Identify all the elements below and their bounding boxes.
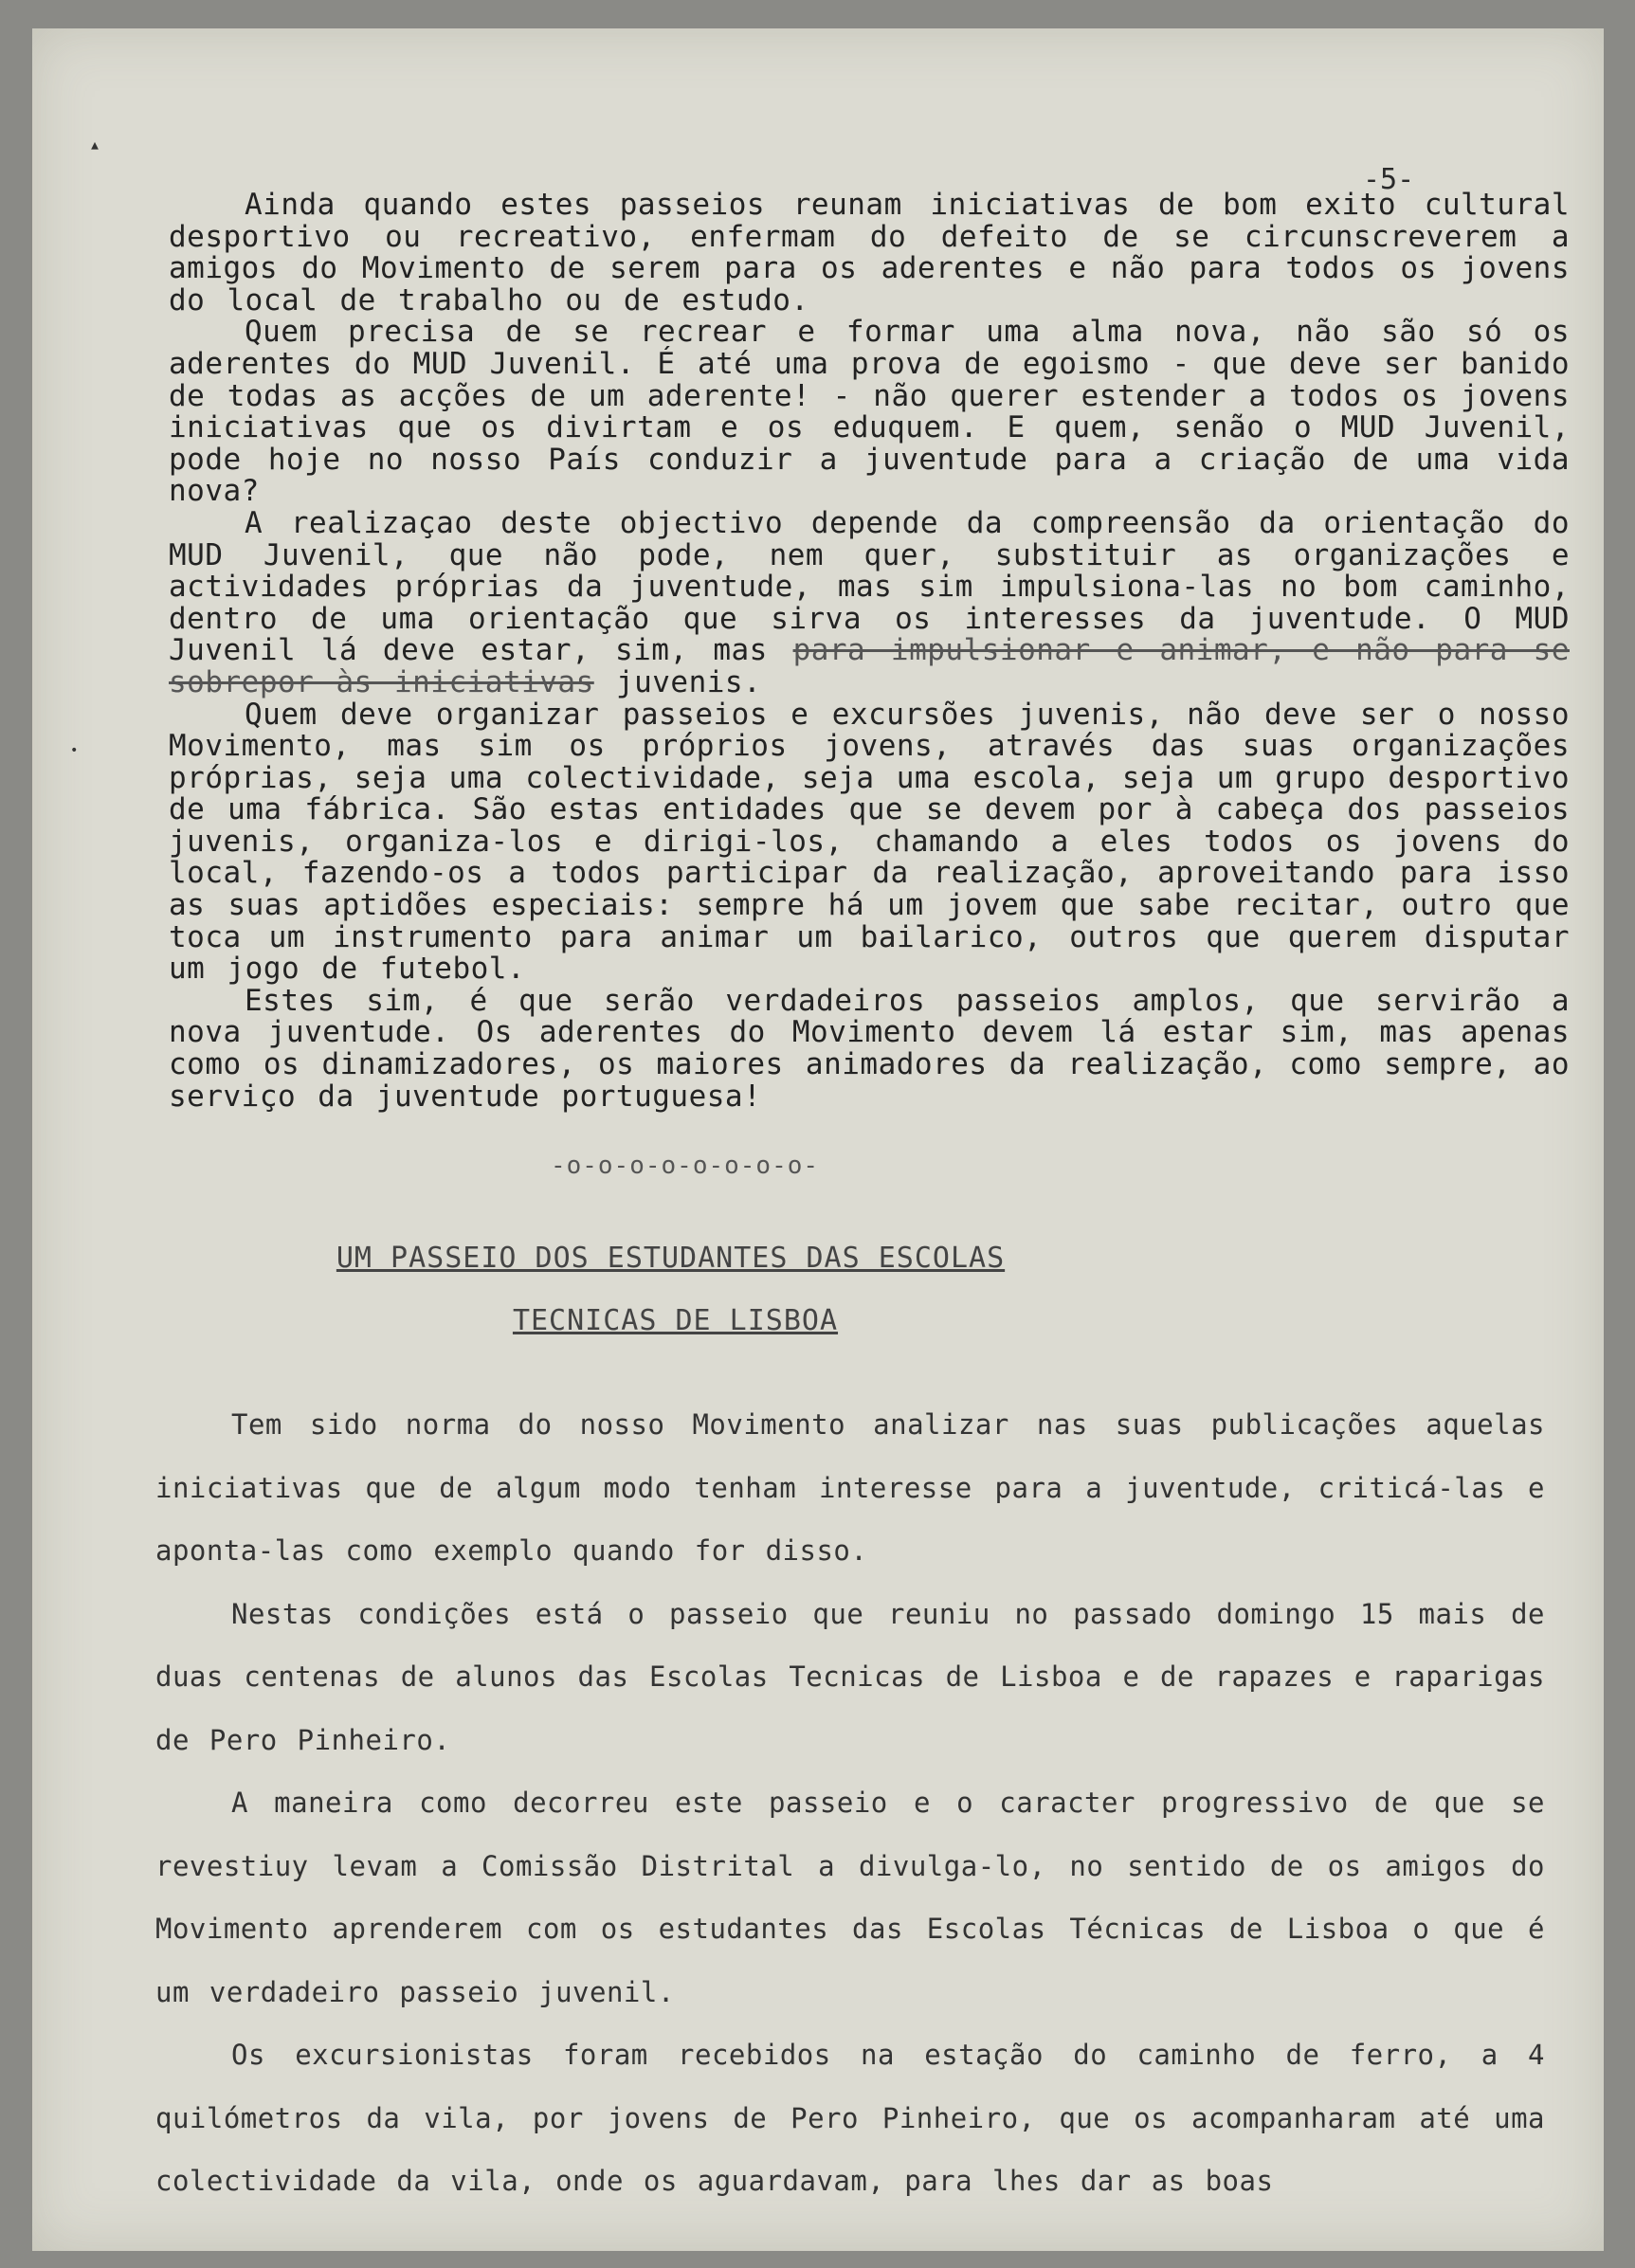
heading-text: TECNICAS DE LISBOA — [512, 1304, 839, 1337]
paragraph-text: A realizaçao deste objectivo depende da compreensão da orientação do MUD Juvenil, que não pode, nem quer, substituir as organizações e actividades próprias da juventude, mas sim impulsiona-las no bom caminho, dentro de uma orientação que sirva os interesses da juventude. O MUD Juvenil lá deve estar, sim, mas — [169, 505, 1570, 668]
section-heading-line-1 — [0, 1242, 1635, 1275]
top-text-block — [169, 190, 1570, 1113]
paragraph: Quem deve organizar passeios e excursões juvenis, não deve ser o nosso Movimento, mas sim os próprios jovens, através das suas organizações próprias, seja uma colectividade, seja uma escola, seja um grupo desportivo de uma fábrica. São estas entidades que se devem por à cabeça dos passeios juvenis, organiza-los e dirigi-los, chamando a eles todos os jovens do local, fazendo-os a todos participar da realização, aproveitando para isso as suas aptidões especiais: sempre há um jovem que sabe recitar, outro que toca um instrumento para animar um bailarico, outros que querem disputar um jogo de futebol. — [169, 697, 1570, 987]
paragraph: Ainda quando estes passeios reunam iniciativas de bom exito cultural desportivo ou recreativo, enfermam do defeito de se circunscreverem a amigos do Movimento de serem para os aderentes e não para todos os jovens do local de trabalho ou de estudo. — [169, 188, 1570, 318]
margin-mark: • — [70, 743, 79, 758]
page-number: -5- — [1363, 163, 1415, 196]
section-separator — [0, 1152, 1635, 1180]
paragraph: Quem precisa de se recrear e formar uma alma nova, não são só os aderentes do MUD Juvenil. É até uma prova de egoismo - que deve ser banido de todas as acções de um aderente! - não querer estender a todos os jovens iniciativas que os divirtam e os eduquem. E quem, senão o MUD Juvenil, pode hoje no nosso País conduzir a juventude para a criação de uma vida nova? — [169, 315, 1570, 509]
heading-text: UM PASSEIO DOS ESTUDANTES DAS ESCOLAS — [336, 1242, 1006, 1275]
paragraph: Tem sido norma do nosso Movimento analizar nas suas publicações aquelas iniciativas que de algum modo tenham interesse para a juventude, criticá-las e aponta-las como exemplo quando for disso. — [155, 1408, 1545, 1567]
struck-text: para impulsionar e animar, e não para se sobrepor às iniciativas — [169, 633, 1570, 699]
paragraph: Estes sim, é que serão verdadeiros passeios amplos, que servirão a nova juventude. Os aderentes do Movimento devem lá estar sim, mas apenas como os dinamizadores, os maiores animadores da realização, como sempre, ao serviço da juventude portuguesa! — [169, 983, 1570, 1114]
section-heading-line-2 — [0, 1304, 1635, 1337]
paragraph: Os excursionistas foram recebidos na estação do caminho de ferro, a 4 quilómetros da vila, por jovens de Pero Pinheiro, que os acompanharam até uma colectividade da vila, onde os aguardavam, para lhes dar as boas — [155, 2039, 1545, 2197]
bottom-text-block — [155, 1393, 1545, 2213]
paragraph: A maneira como decorreu este passeio e o caracter progressivo de que se revestiuy levam a Comissão Distrital a divulga-lo, no sentido de os amigos do Movimento aprenderem com os estudantes das Escolas Técnicas de Lisboa o que é um verdadeiro passeio juvenil. — [155, 1787, 1545, 2008]
paragraph — [169, 505, 1570, 699]
paragraph-text: juvenis. — [615, 664, 762, 699]
separator-text: -o-o-o-o-o-o-o-o- — [550, 1152, 820, 1180]
paragraph: Nestas condições está o passeio que reuniu no passado domingo 15 mais de duas centenas de alunos das Escolas Tecnicas de Lisboa e de rapazes e raparigas de Pero Pinheiro. — [155, 1597, 1545, 1756]
margin-mark: ▴ — [89, 133, 101, 155]
